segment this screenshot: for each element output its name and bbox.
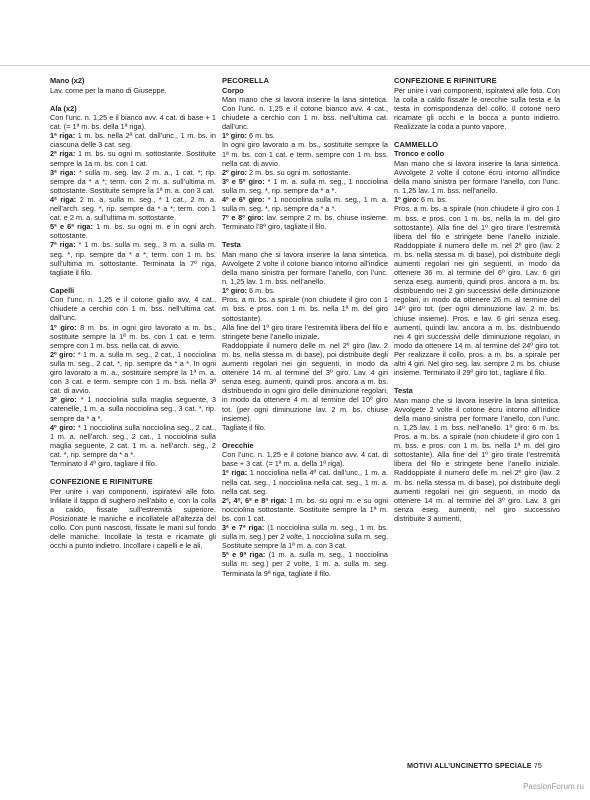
column-2 [222,76,388,578]
orecchie-row-3-7: 3ª e 7ª riga: (1 nocciolina sulla m. seg., 1 m. bs. sulla m. seg.) per 2 volte, 1 nocciolina sulla m. seg. Sostituite sempre la 1ª m. a. con 3 cat. [222,523,388,551]
ala-row-4: 4ª riga: 2 m. a. sulla m. seg., * 1 cat., 2 m. a. nell’arch. seg. *, rip. sempre da * a *; term. con 1 cat. e 2 m. a. sull’ultima m. sottostante. [50,194,216,223]
ala-row-5-6: 5ª e 6ª riga: 1 m. bs. su ogni m. e in ogni arch. sottostante. [50,222,216,241]
testa-round-1-spiral: Pros. a m. bs. a spirale (non chiudete il giro con 1 m. bss. e pros. con 1 m. bs. nella 1ª m. del giro sottostante). [222,295,388,323]
tronco-body: Pros. a m. bs. a spirale (non chiudete il giro con 1 m. bss. e pros. con 1 m. bs. nella la m. del giro sottostante). Alla fine del 1º giro tirare l’estremità libera del filo e stringete bene l’anello iniziale. Raddoppiate il numero delle m. nel 2º giro (lav. 2 m. bs. nella stessa m. di base), poi distribuite degli aumenti regolari nei giri seguenti, in modo da ottenere 36 m. al termine del 6º giro. Lav. 6 giri senza eseg. aumenti, quindi pros. ancora a m. bs. distribuendo nei 2 giri successivi delle diminuzione regolari, in modo da ottenere 26 m. al termine del 14º giro tot. (per ogni diminuzione lav. 2 m. bs. chiuse insieme). Pros. e lav. 6 giri senza eseg. aumenti, quindi lav. ancora a m. bs. distribuendo nei 4 giri successivi delle diminuzione regolari, in modo da ottenere 14 m. al termine del 24º giro tot. Per realizzare il collo, pros. a m. bs. a spirale per altri 4 giri. Nel giro seg. lav. sempre 2 m. bs. chiuse insieme. Terminato il 29º giro tot., tagliare il filo. [394,204,560,378]
capelli-title: Capelli [50,285,75,295]
confezione-text-1: Per unire i vari componenti, ispiratevi alle foto. Infilate il tappo di sughero nell’abito e, con la colla a caldo, fissate sull’estremità superiore. Posizionate le maniche e incollatele all’altezza del collo. Con punti nascosti, fissate le mani sul fondo delle maniche. Incollate la testa e ricamate gli occhi a punto indietro. Incollare i capelli e le ali. [50,486,216,551]
tronco-title: Tronco e collo [394,149,445,159]
column-1 [50,76,216,550]
orecchie-title: Orecchie [222,440,254,450]
watermark: PassionForum.ru [523,782,584,791]
ala-intro: Con l’unc. n. 1,25 e il bianco avv. 4 cat. di base + 1 cat. (= 1ª m. bs. della 1ª riga). [50,113,216,132]
testa-round-1: 1º giro: 6 m. bs. [222,286,275,296]
testa-round-1-tighten: Alla fine del 1º giro tirare l’estremità libera del filo e stringete bene l’anello iniziale. [222,322,388,341]
corpo-round-4-6: 4º e 6º giro: * 1 nocciolina sulla m. seg., 1 m. a. sulla m. seg. *, rip. sempre da * a *. [222,195,388,214]
testa-increases: Raddoppiate il numero delle m. nel 2º giro (lav. 2 m. bs. nella stessa m. di base), poi distribuite degli aumenti regolari nei giri seguenti, in modo da ottenere 14 m. al termine del 3º giro. Lav. 4 giri senza eseg. aumenti, quindi pros. ancora a m. bs. distribuendo in ogni giro delle diminuzione regolari, in modo da ottenere 4 m. al termine del 10º giro tot. (per ogni diminuzione lav. 2 m. bs. chiuse insieme). [222,340,388,423]
capelli-round-3: 3º giro: * 1 nocciolina sulla maglia seguente, 3 catenelle, 1 m. a. sulla nocciolina seg., 3 cat. *, rip. sempre da * a *. [50,395,216,423]
ala-row-1: 1ª riga: 1 m. bs. nella 2ª cat. dall’unc., 1 m. bs. in ciascuna delle 3 cat. seg. [50,131,216,150]
orecchie-row-1: 1ª riga: 1 nocciolina nella 4ª cat. dall’unc., 1 m. a. nella cat. seg., 1 nocciolina nella cat. seg., 1 m. a. nella cat. seg. [222,468,388,496]
testa-end: Tagliate il filo. [222,422,266,432]
capelli-round-4: 4º giro: * 1 nocciolina sulla nocciolina seg., 2 cat., 1 m. a. nell’arch. seg., 2 cat., 1 nocciolina sulla maglia seguente, 2 cat. 1 m. a. nell’arch. seg., 2 cat. *, rip. sempre da * a *. [50,422,216,459]
mano-title: Mano (x2) [50,76,85,85]
pecorella-title: PECORELLA [222,76,270,85]
testa-text-cammello: Man mano che si lavora inserire la lana sintetica. Avvolgete 2 volte il cotone écru intorno all’indice della mano sinistra per formare l’anello, con l’unc. n. 1,25 lav. 1 m. bss. nell’anello. 1º giro: 6 m. bs. Pros. a m. bs. a spirale (non chiudete il giro con 1 m. bss. e pros. con 1 m. bs. nella 1ª m. del giro sottostante). Alla fine del 1º giro tirate l’estremità libera del filo e stringete bene l’anello iniziale. Raddoppiate il numero delle m. nel 2º giro (lav. 2 m. bs. nella stessa m. di base), poi distribuite degli aumenti regolari nei giri seguenti, in modo da ottenere 14 m. al termine del 3º giro. Lav. 3 giri senza eseg. aumenti, nel giro successivo distribuite 3 aumenti, [394,395,560,523]
corpo-round-1: 1º giro: 6 m. bs. [222,131,275,141]
corpo-round-2: 2º giro: 2 m. bs. su ogni m. sottostante. [222,167,351,177]
tronco-round-1: 1º giro: 6 m. bs. [394,195,447,205]
confezione-title-1: CONFEZIONE E RIFINITURE [50,477,153,487]
testa-title-pecorella: Testa [222,240,241,250]
testa-intro-pecorella: Man mano che si lavora inserire la lana sintetica. Avvolgete 2 volte il cotone bianco intorno all’indice della mano sinistra per formare l’anello, con l’unc. n. 1,25 lav. 1 m. bss. nell’anello. [222,249,388,287]
orecchie-intro: Con l’unc. n. 1,25 e il cotone bianco avv. 4 cat. di base + 3 cat. (= 1ª m. a. della 1ª riga). [222,450,388,469]
corpo-round-1-note: In ogni giro lavorato a m. bs., sostituite sempre la 1ª m. bs. con 1 cat. e term. sempre con 1 m. bss. nella cat. di avvio. [222,140,388,168]
tronco-intro: Man mano che si lavora inserire la lana sintetica. Avvolgete 2 volte il cotone écru intorno all’indice della mano sinistra per formare l’anello, con l’unc. n. 1,25 lav. 1 m. bss. nell’anello. [394,158,560,196]
ala-row-2: 2ª riga: 1 m. bs. su ogni m. sottostante. Sostituite sempre la 1a m. bs. con 1 cat. [50,149,216,168]
ala-title: Ala (x2) [50,103,77,113]
capelli-round-1: 1º giro: 8 m. bs. in ogni giro lavorato a m. bs., sostituite sempre la 1ª m. bs. con 1 cat. e term. sempre con 1 m. bss. nella cat. di avvio. [50,322,216,350]
orecchie-row-5-9: 5ª e 9ª riga: (1 m. a. sulla m. seg., 1 nocciolina sulla m. seg.) per 2 volte, 1 m. a. sulla m. seg. Terminata la 9ª riga, tagliate il filo. [222,550,388,578]
magazine-name: MOTIVI ALL’UNCINETTO SPECIALE [406,761,532,770]
column-3 [394,76,560,523]
testa-title-cammello: Testa [394,386,413,396]
corpo-round-7-8: 7º e 8º giro: lav. sempre 2 m. bs. chiuse insieme. Terminato l’8º giro, tagliate il filo. [222,213,388,232]
ala-row-3: 3ª riga: * sulla m. seg. lav. 2 m. a., 1 cat. *; rip. sempre da * a *; term. con 2 m. a. sull’ultima m. sottostante. Sostituite sempre la 1ª m. a. con 3 cat. [50,167,216,195]
corpo-title: Corpo [222,85,244,95]
top-rule [0,65,590,66]
confezione-title-2: CONFEZIONE E RIFINITURE [394,76,497,85]
cammello-title: CAMMELLO [394,139,439,149]
confezione-text-2: Per unire i vari componenti, ispiratevi alle foto. Con la colla a caldo fissate le orecchie sulla testa e la testa in corrispondenza del collo. Il cotone nero ricamate gli occhi e la bocca a punto indietro. Realizzate la coda a punto vapore. [394,85,560,131]
corpo-round-3-5: 3º e 5º giro: * 1 m. a. sulla m. seg., 1 nocciolina sulla m. seg. *, rip. sempre da * a *. [222,176,388,195]
corpo-intro: Man mano che si lavora inserire la lana sintetica. Con l’unc. n. 1,25 e il cotone bianco avv. 4 cat., chiudete a cerchio con 1 m. bss. nell’ultima cat. dall’unc. [222,95,388,132]
capelli-round-2: 2º giro: * 1 m. a. sulla m. seg., 2 cat., 1 nocciolina sulla m. seg., 2 cat. *, rip. sempre da * a *. In ogni giro lavorato a m. a., sostituire sempre la 1ª m. a. con 3 cat. e term. sempre con 1 m. bss. nella 3ª cat. di avvio. [50,349,216,396]
ala-row-7: 7ª riga: * 1 m. bs. sulla m. seg., 3 m. a. sulla m. seg. *, rip. sempre da * a *; term. con 1 m. bs. sull’ultima m. sottostante. Terminata la 7ª riga, tagliate il filo. [50,240,216,277]
page-number: 75 [533,761,542,770]
page-footer [407,761,542,770]
mano-text: Lav. come per la mano di Giuseppe. [50,85,167,95]
capelli-intro: Con l’unc. n. 1,25 e il cotone giallo avv. 4 cat., chiudete a cerchio con 1 m. bss. nell’ultima cat. dall’unc. [50,295,216,323]
capelli-end: Terminato il 4º giro, tagliare il filo. [50,458,157,468]
orecchie-row-even: 2ª, 4ª, 6ª e 8ª riga: 1 m. bs. su ogni m. e su ogni nocciolina sottostante. Sostituite sempre la 1ª m. bs. con 1 cat. [222,495,389,523]
